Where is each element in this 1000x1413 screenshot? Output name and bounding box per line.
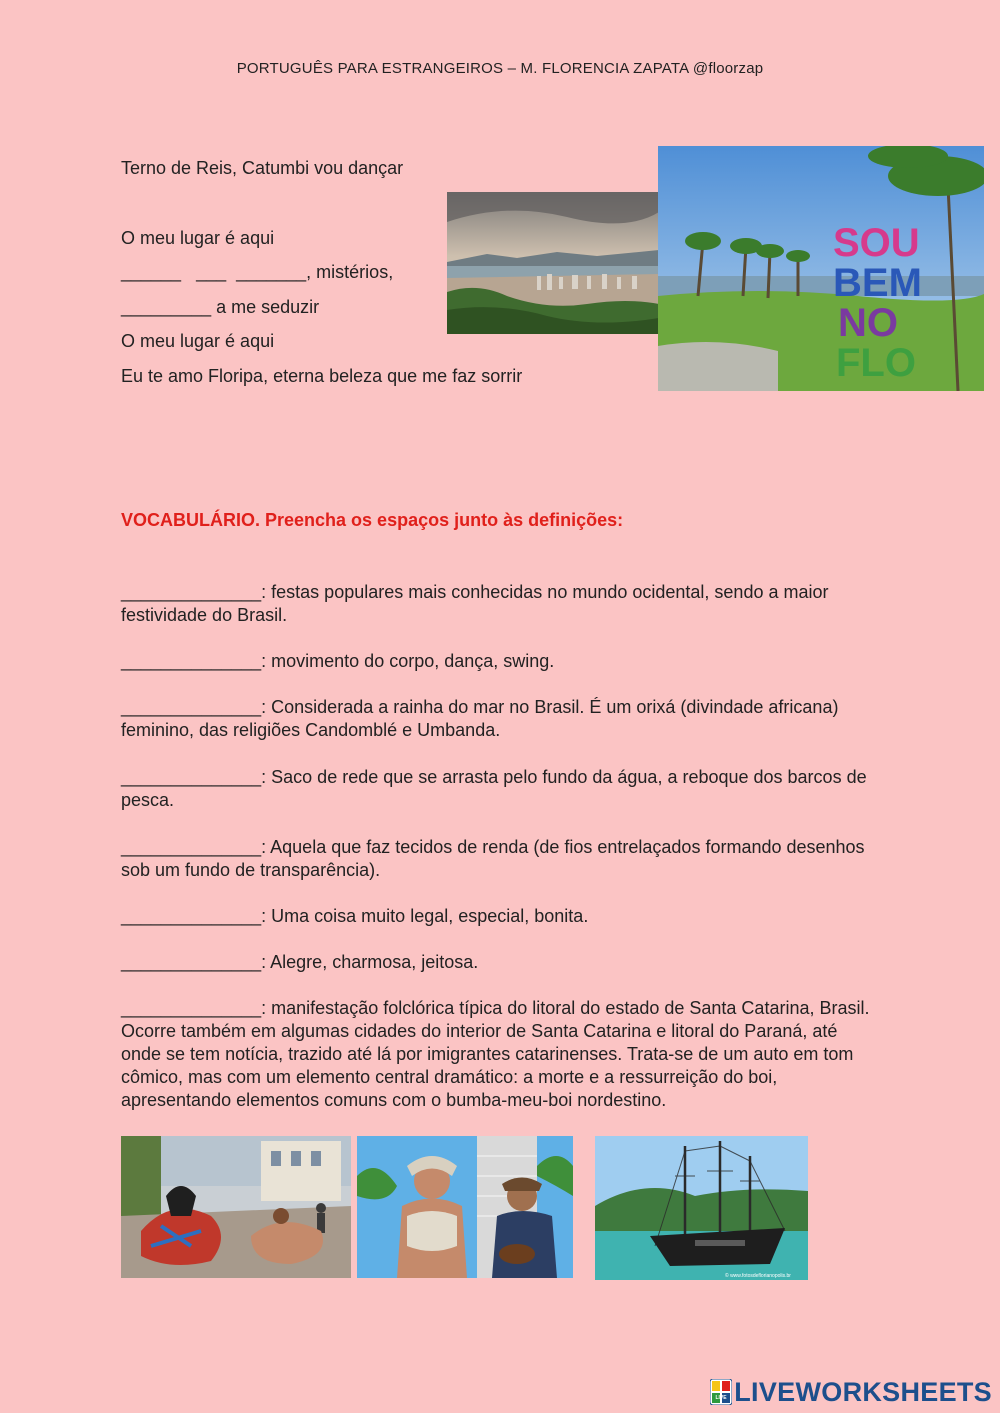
lyric-line-6: Eu te amo Floripa, eterna beleza que me faz sorrir xyxy=(121,366,523,386)
svg-text:FLO: FLO xyxy=(836,341,916,385)
svg-text:NO: NO xyxy=(838,301,898,345)
definition-6: ______________: Uma coisa muito legal, especial, bonita. xyxy=(121,906,589,926)
definition-2: ______________: movimento do corpo, dança, swing. xyxy=(121,651,555,671)
definition-8: ______________: manifestação folclórica típica do litoral do estado de Santa Catarina, Brasil. Ocorre também em algumas cidades do interior de Santa Catarina e litoral do Paraná, até onde se tem notícia, trazido até lá por imigrantes catarinenses. Trata-se de um auto em tom cômico, mas com um elemento central dramático: a morte e a ressurreição do boi, apresentando elementos comuns com o bumba-meu-boi nordestino. xyxy=(121,998,870,1110)
definition-4: ______________: Saco de rede que se arrasta pelo fundo da água, a reboque dos barcos de pesca. xyxy=(121,767,867,810)
definition-3: ______________: Considerada a rainha do mar no Brasil. É um orixá (divindade africana) feminino, das religiões Candomblé e Umbanda. xyxy=(121,697,839,740)
lyric-line-3: ______ ___ _______, mistérios, xyxy=(121,262,394,282)
definition-5: ______________: Aquela que faz tecidos de renda (de fios entrelaçados formando desenhos sob um fundo de transparência). xyxy=(121,837,865,880)
sign-letters-row1: SOU xyxy=(833,221,920,265)
vocabulary-title: VOCABULÁRIO. Preencha os espaços junto às definições: xyxy=(121,510,624,530)
lyric-line-1: Terno de Reis, Catumbi vou dançar xyxy=(121,158,404,178)
ship-watermark: © www.fotosdeflorianopolis.br xyxy=(725,1273,791,1279)
brand-text: LIVEWORKSHEETS xyxy=(734,1376,992,1407)
liveworksheets-logo[interactable] xyxy=(710,1377,992,1407)
floripa-sign-photo xyxy=(658,146,984,391)
liveworksheets-badge-icon xyxy=(710,1379,732,1405)
pirate-ship-photo xyxy=(595,1136,808,1280)
brand-badge-text: LIVE xyxy=(715,1395,727,1401)
lyric-line-4: _________ a me seduzir xyxy=(121,297,320,317)
city-panorama-photo xyxy=(447,192,659,334)
carnival-dancers-photo xyxy=(357,1136,573,1278)
svg-text:BEM: BEM xyxy=(833,261,922,305)
definition-1: ______________: festas populares mais conhecidas no mundo ocidental, sendo a maior festividade do Brasil. xyxy=(121,582,829,625)
definition-7: ______________: Alegre, charmosa, jeitosa. xyxy=(121,952,479,972)
boi-de-mamao-photo xyxy=(121,1136,351,1278)
page-header: PORTUGUÊS PARA ESTRANGEIROS – M. FLORENCIA ZAPATA @floorzap xyxy=(236,60,764,77)
lyric-line-2: O meu lugar é aqui xyxy=(121,228,275,248)
lyric-line-5: O meu lugar é aqui xyxy=(121,331,275,351)
